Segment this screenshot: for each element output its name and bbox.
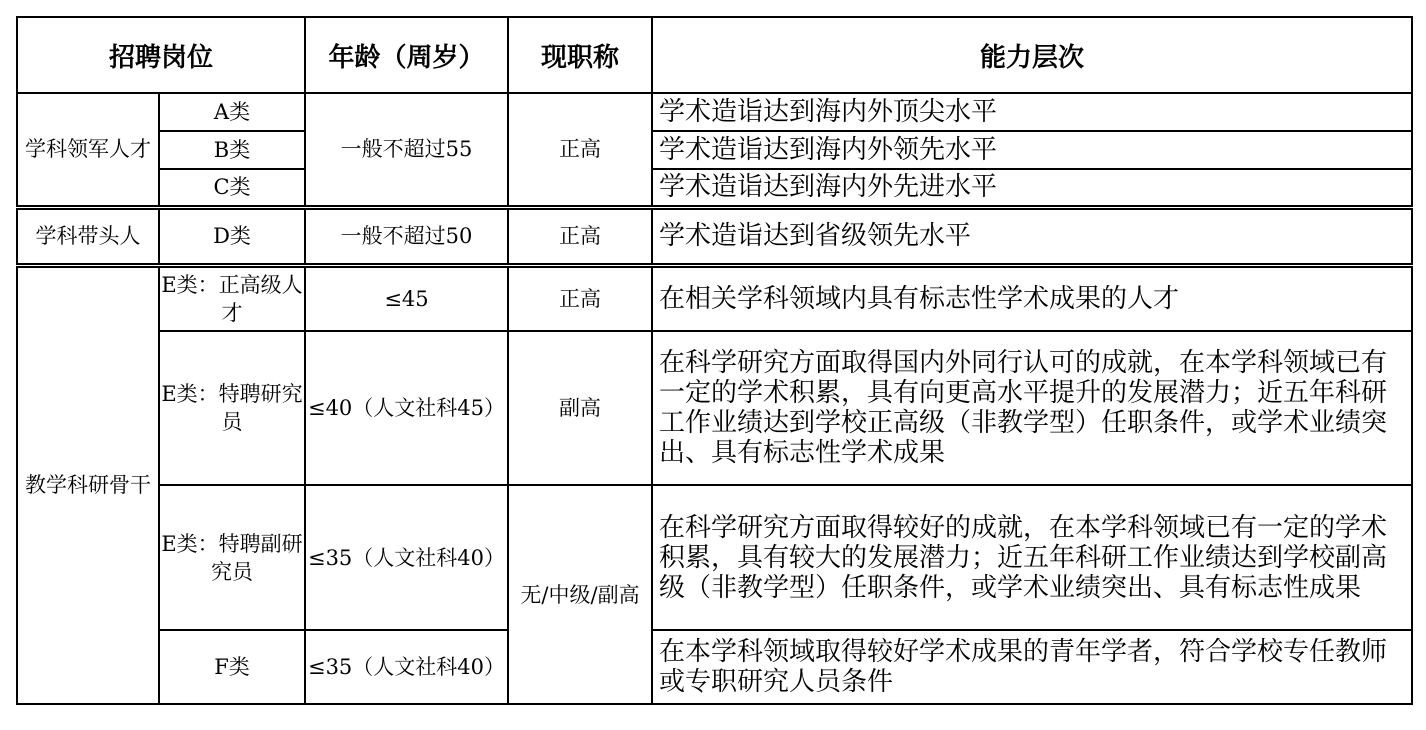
age-cell: 一般不超过50 [305, 207, 508, 265]
header-ability: 能力层次 [652, 17, 1412, 93]
category-cell: D类 [159, 207, 305, 265]
recruitment-table [16, 16, 1413, 705]
title-cell: 正高 [508, 265, 652, 331]
header-title: 现职称 [508, 17, 652, 93]
group-name-backbone: 教学科研骨干 [17, 265, 159, 704]
ability-cell: 学术造诣达到省级领先水平 [652, 207, 1412, 265]
ability-cell: 学术造诣达到海内外领先水平 [652, 131, 1412, 169]
table-row [17, 265, 1412, 331]
title-cell: 正高 [508, 207, 652, 265]
title-cell: 副高 [508, 331, 652, 485]
category-cell: B类 [159, 131, 305, 169]
ability-cell: 学术造诣达到海内外先进水平 [652, 169, 1412, 207]
table-row [17, 131, 1412, 169]
header-age: 年龄（周岁） [305, 17, 508, 93]
table-row [17, 485, 1412, 630]
category-cell: C类 [159, 169, 305, 207]
age-cell: ≤35（人文社科40） [305, 630, 508, 704]
title-cell: 无/中级/副高 [508, 485, 652, 704]
ability-cell: 学术造诣达到海内外顶尖水平 [652, 93, 1412, 131]
group-name-head: 学科带头人 [17, 207, 159, 265]
age-cell: ≤40（人文社科45） [305, 331, 508, 485]
age-cell: 一般不超过55 [305, 93, 508, 207]
category-cell: E类：特聘副研究员 [159, 485, 305, 630]
age-cell: ≤45 [305, 265, 508, 331]
ability-cell: 在本学科领域取得较好学术成果的青年学者，符合学校专任教师或专职研究人员条件 [652, 630, 1412, 704]
group-name-leader: 学科领军人才 [17, 93, 159, 207]
category-cell: A类 [159, 93, 305, 131]
category-cell: E类：正高级人才 [159, 265, 305, 331]
ability-cell: 在相关学科领域内具有标志性学术成果的人才 [652, 265, 1412, 331]
header-position: 招聘岗位 [17, 17, 305, 93]
header-row [17, 17, 1412, 93]
category-cell: F类 [159, 630, 305, 704]
table-row [17, 93, 1412, 131]
table-row [17, 207, 1412, 265]
table-row [17, 169, 1412, 207]
title-cell: 正高 [508, 93, 652, 207]
age-cell: ≤35（人文社科40） [305, 485, 508, 630]
table-row [17, 331, 1412, 485]
ability-cell: 在科学研究方面取得国内外同行认可的成就，在本学科领域已有一定的学术积累，具有向更高水平提升的发展潜力；近五年科研工作业绩达到学校正高级（非教学型）任职条件，或学术业绩突出、具有标志性学术成果 [652, 331, 1412, 485]
table-row [17, 630, 1412, 704]
ability-cell: 在科学研究方面取得较好的成就，在本学科领域已有一定的学术积累，具有较大的发展潜力；近五年科研工作业绩达到学校副高级（非教学型）任职条件，或学术业绩突出、具有标志性成果 [652, 485, 1412, 630]
category-cell: E类：特聘研究员 [159, 331, 305, 485]
